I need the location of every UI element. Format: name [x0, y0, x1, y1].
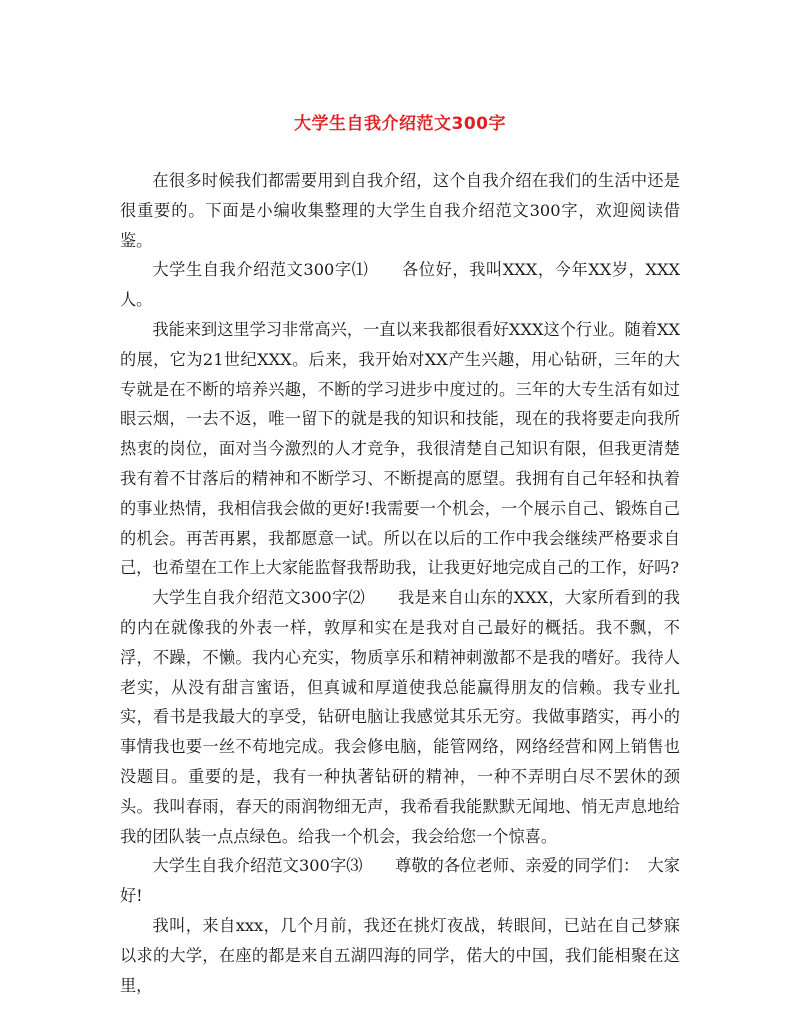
paragraph-sample-1-body: 我能来到这里学习非常高兴，一直以来我都很看好XXX这个行业。随着XX的展，它为21世纪XXX。后来，我开始对XX产生兴趣，用心钻研，三年的大专就是在不断的培养兴趣，不断的学习进步中度过的。三年的大专生活有如过眼云烟，一去不返，唯一留下的就是我的知识和技能，现在的我将要走向我所热衷的岗位，面对当今激烈的人才竞争，我很清楚自己知识有限，但我更清楚我有着不甘落后的精神和不断学习、不断提高的愿望。我拥有自己年轻和执着的事业热情，我相信我会做的更好!我需要一个机会，一个展示自己、锻炼自己的机会。再苦再累，我都愿意一试。所以在以后的工作中我会继续严格要求自己，也希望在工作上大家能监督我帮助我，让我更好地完成自己的工作，好吗?	[120, 319, 680, 578]
paragraph-sample-2: 大学生自我介绍范文300字⑵ 我是来自山东的XXX，大家所看到的我的内在就像我的外表一样，敦厚和实在是我对自己最好的概括。我不飘，不浮，不躁，不懒。我内心充实，物质享乐和精神刺激都不是我的嗜好。我待人老实，从没有甜言蜜语，但真诚和厚道使我总能赢得朋友的信赖。我专业扎实，看书是我最大的享受，钻研电脑让我感觉其乐无穷。我做事踏实，再小的事情我也要一丝不苟地完成。我会修电脑，能管网络，网络经营和网上销售也没题目。重要的是，我有一种执著钻研的精神，一种不弄明白尽不罢休的颈头。我叫春雨，春天的雨润物细无声，我希看我能默默无闻地、悄无声息地给我的团队装一点点绿色。给我一个机会，我会给您一个惊喜。	[120, 588, 680, 846]
paragraph-sample-3-heading: 大学生自我介绍范文300字⑶ 尊敬的各位老师、亲爱的同学们： 大家好!	[120, 856, 680, 906]
paragraph-intro: 在很多时候我们都需要用到自我介绍，这个自我介绍在我们的生活中还是很重要的。下面是小编收集整理的大学生自我介绍范文300字，欢迎阅读借鉴。	[120, 171, 680, 250]
paragraph-sample-1-heading: 大学生自我介绍范文300字⑴ 各位好，我叫XXX，今年XX岁，XXX人。	[120, 260, 680, 310]
paragraph-sample-3-body: 我叫，来自xxx，几个月前，我还在挑灯夜战，转眼间，已站在自己梦寐以求的大学，在座的都是来自五湖四海的同学，偌大的中国，我们能相聚在这里，	[120, 915, 680, 995]
document-body	[120, 166, 680, 1000]
document-title: 大学生自我介绍范文300字	[294, 114, 506, 134]
